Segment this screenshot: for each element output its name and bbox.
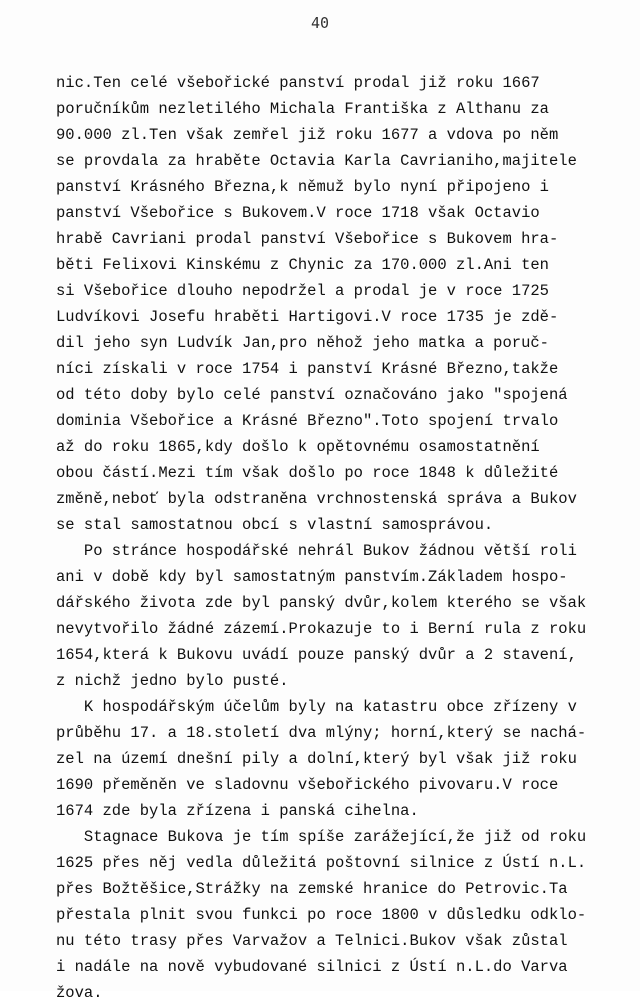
text-line: změně,neboť byla odstraněna vrchnostenská správa a Bukov [56,490,577,508]
text-line: průběhu 17. a 18.století dva mlýny; horní,který se nachá- [56,724,587,742]
text-line: dil jeho syn Ludvík Jan,pro něhož jeho matka a poruč- [56,334,549,352]
text-line: nevytvořilo žádné zázemí.Prokazuje to i Berní rula z roku [56,620,587,638]
text-line: nic.Ten celé všebořické panství prodal již roku 1667 [56,74,540,92]
text-line: zel na území dnešní pily a dolní,který byl však již roku [56,750,577,768]
text-line: až do roku 1865,kdy došlo k opětovnému osamostatnění [56,438,540,456]
text-line: 1625 přes něj vedla důležitá poštovní silnice z Ústí n.L. [56,854,587,872]
text-line: obou částí.Mezi tím však došlo po roce 1848 k důležité [56,464,559,482]
text-line: se provdala za hraběte Octavia Karla Cavrianiho,majitele [56,152,577,170]
text-line: 1654,která k Bukovu uvádí pouze panský dvůr a 2 stavení, [56,646,577,664]
text-line: běti Felixovi Kinskému z Chynic za 170.000 zl.Ani ten [56,256,549,274]
text-line: si Všebořice dlouho nepodržel a prodal je v roce 1725 [56,282,549,300]
text-line: panství Krásného Března,k němuž bylo nyní připojeno i [56,178,549,196]
text-line: se stal samostatnou obcí s vlastní samosprávou. [56,516,494,534]
text-line: Stagnace Bukova je tím spíše zarážející,že již od roku [56,828,587,846]
text-line: 90.000 zl.Ten však zemřel již roku 1677 a vdova po něm [56,126,559,144]
text-line: Ludvíkovi Josefu hraběti Hartigovi.V roce 1735 je zdě- [56,308,559,326]
text-line: nu této trasy přes Varvažov a Telnici.Bukov však zůstal [56,932,568,950]
text-line: K hospodářským účelům byly na katastru obce zřízeny v [56,698,577,716]
text-line: dominia Všebořice a Krásné Březno".Toto spojení trvalo [56,412,559,430]
body-text [56,70,616,1006]
text-line: hrabě Cavriani prodal panství Všebořice s Bukovem hra- [56,230,559,248]
text-line: níci získali v roce 1754 i panství Krásné Březno,takže [56,360,559,378]
text-line: žova. [56,984,103,1002]
text-line: 1690 přeměněn ve sladovnu všebořického pivovaru.V roce [56,776,559,794]
text-line: i nadále na nově vybudované silnici z Ústí n.L.do Varva [56,958,568,976]
text-line: přes Božtěšice,Strážky na zemské hranice do Petrovic.Ta [56,880,568,898]
text-line: panství Všebořice s Bukovem.V roce 1718 však Octavio [56,204,540,222]
text-line: od této doby bylo celé panství označováno jako "spojená [56,386,568,404]
text-line: z nichž jedno bylo pusté. [56,672,289,690]
page-number: 40 [310,14,330,32]
text-line: dářského života zde byl panský dvůr,kolem kterého se však [56,594,587,612]
text-line: přestala plnit svou funkci po roce 1800 v důsledku odklo- [56,906,587,924]
text-line: 1674 zde byla zřízena i panská cihelna. [56,802,419,820]
text-line: poručníkům nezletilého Michala Františka z Althanu za [56,100,549,118]
text-line: ani v době kdy byl samostatným panstvím.Základem hospo- [56,568,568,586]
text-line: Po stránce hospodářské nehrál Bukov žádnou větší roli [56,542,577,560]
